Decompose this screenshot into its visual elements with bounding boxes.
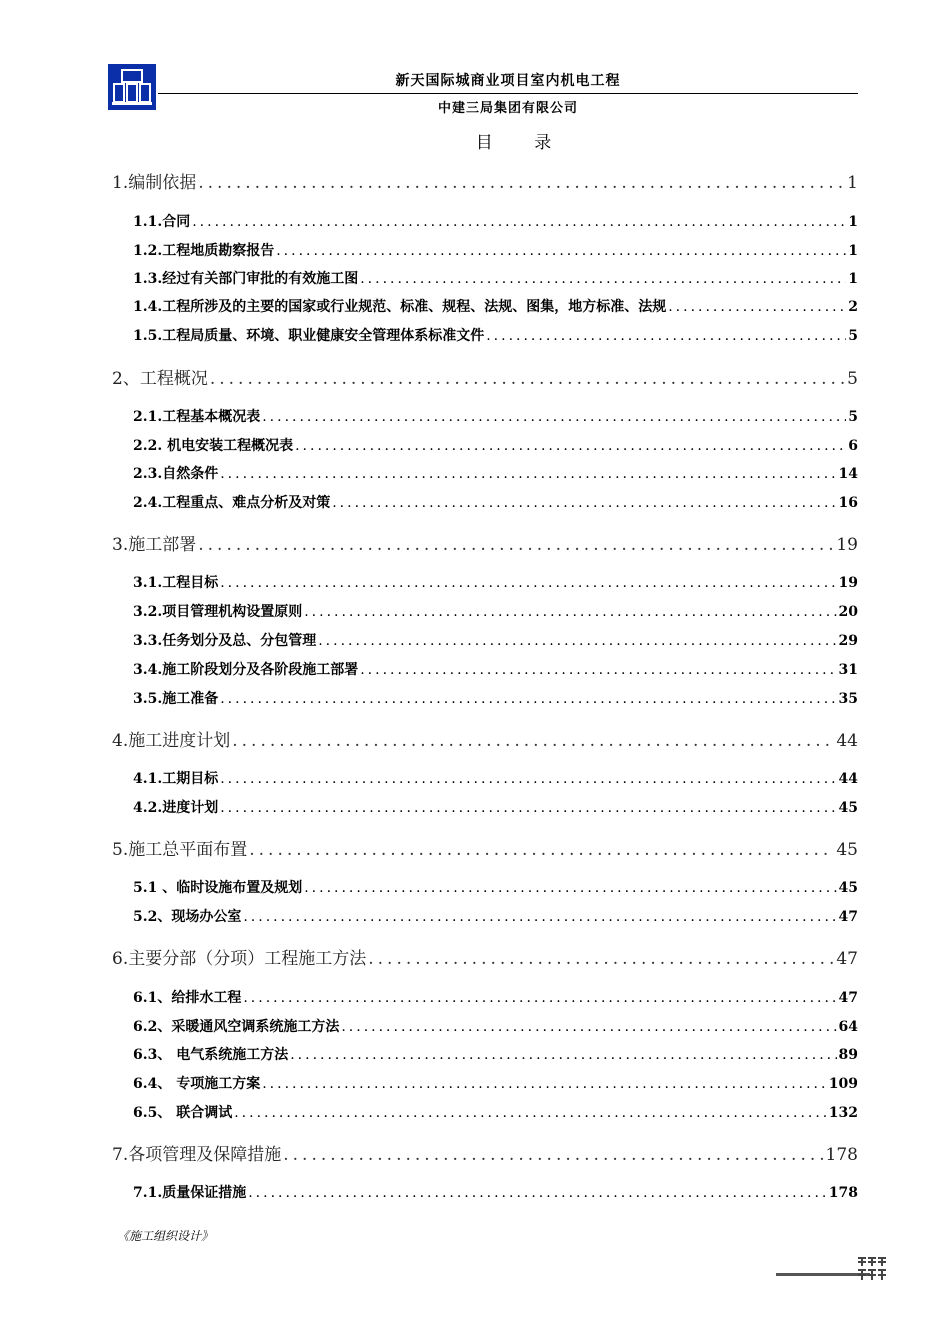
toc-entry-title: 3.2.项目管理机构设置原则	[133, 604, 303, 620]
toc-section-entry[interactable]	[133, 688, 858, 708]
toc-entry-title: 6.5、 联合调试	[133, 1105, 233, 1121]
toc-page-number: 1	[847, 173, 858, 193]
toc-section-entry[interactable]	[133, 296, 858, 316]
toc-dot-leader	[220, 771, 836, 787]
toc-page-number: 5	[848, 409, 858, 425]
toc-entry-title: 5.施工总平面布置	[112, 840, 248, 860]
toc-page-number: 47	[836, 949, 858, 969]
toc-page-number: 47	[838, 909, 858, 925]
toc-entry-title: 5.2、现场办公室	[133, 909, 242, 925]
toc-page-number: 5	[847, 369, 858, 389]
toc-section-entry[interactable]	[133, 659, 858, 679]
toc-section-entry[interactable]	[133, 572, 858, 592]
toc-page-number: 14	[838, 466, 858, 482]
toc-entry-title: 6.主要分部（分项）工程施工方法	[112, 949, 367, 969]
toc-entry-title: 6.3、 电气系统施工方法	[133, 1047, 289, 1063]
toc-dot-leader	[243, 990, 836, 1006]
toc-section-entry[interactable]	[133, 492, 858, 512]
toc-section-entry[interactable]	[133, 1016, 858, 1036]
toc-dot-leader	[248, 1185, 827, 1201]
toc-entry-title: 5.1 、临时设施布置及规划	[133, 880, 303, 896]
toc-entry-title: 2.3.自然条件	[133, 466, 219, 482]
toc-dot-leader	[220, 691, 836, 707]
toc-section-entry[interactable]	[133, 211, 858, 231]
toc-entry-title: 3.1.工程目标	[133, 575, 219, 591]
toc-page-number: 47	[838, 990, 858, 1006]
toc-dot-leader	[332, 495, 836, 511]
toc-entry-title: 1.1.合同	[133, 214, 191, 230]
header-rule	[158, 93, 858, 94]
toc-dot-leader	[232, 731, 834, 751]
toc-heading: 目 录	[475, 133, 570, 153]
toc-section-entry[interactable]	[133, 906, 858, 926]
toc-entry-title: 2、工程概况	[112, 369, 208, 389]
toc-section-entry[interactable]	[133, 797, 858, 817]
toc-section-entry[interactable]	[133, 1182, 858, 1202]
toc-entry-title: 2.4.工程重点、难点分析及对策	[133, 495, 331, 511]
toc-page-number: 1	[848, 214, 858, 230]
toc-page-number: 2	[848, 299, 858, 315]
toc-page-number: 178	[828, 1185, 858, 1201]
toc-entry-title: 1.5.工程局质量、环境、职业健康安全管理体系标准文件	[133, 328, 485, 344]
toc-page-number: 19	[838, 575, 858, 591]
toc-section-entry[interactable]	[133, 435, 858, 455]
toc-dot-leader	[262, 409, 846, 425]
toc-dot-leader	[283, 1145, 823, 1165]
toc-dot-leader	[304, 880, 836, 896]
toc-entry-title: 7.各项管理及保障措施	[112, 1145, 282, 1165]
toc-section-entry[interactable]	[133, 1044, 858, 1064]
toc-page-number: 109	[828, 1076, 858, 1092]
toc-entry-title: 3.3.任务划分及总、分包管理	[133, 633, 317, 649]
toc-dot-leader	[210, 369, 845, 389]
toc-chapter-entry[interactable]	[112, 835, 858, 860]
toc-entry-title: 3.施工部署	[112, 535, 197, 555]
toc-page-number: 6	[848, 438, 858, 454]
toc-dot-leader	[198, 173, 845, 193]
toc-dot-leader	[220, 575, 836, 591]
toc-entry-title: 1.2.工程地质勘察报告	[133, 243, 275, 259]
toc-dot-leader	[276, 243, 846, 259]
toc-page-number: 19	[836, 535, 858, 555]
toc-dot-leader	[249, 840, 834, 860]
toc-section-entry[interactable]	[133, 768, 858, 788]
company-name: 中建三局集团有限公司	[437, 101, 578, 116]
toc-section-entry[interactable]	[133, 406, 858, 426]
footer-stamp-icon	[856, 1252, 888, 1284]
toc-section-entry[interactable]	[133, 987, 858, 1007]
toc-section-entry[interactable]	[133, 268, 858, 288]
toc-dot-leader	[220, 466, 836, 482]
toc-section-entry[interactable]	[133, 463, 858, 483]
toc-dot-leader	[234, 1105, 827, 1121]
toc-page-number: 31	[838, 662, 858, 678]
toc-entry-title: 1.4.工程所涉及的主要的国家或行业规范、标准、规程、法规、图集，地方标准、法规	[133, 299, 667, 315]
toc-chapter-entry[interactable]	[112, 726, 858, 751]
toc-entry-title: 6.4、 专项施工方案	[133, 1076, 261, 1092]
toc-page-number: 178	[825, 1145, 858, 1165]
toc-page-number: 35	[838, 691, 858, 707]
toc-page-number: 132	[828, 1105, 858, 1121]
toc-dot-leader	[220, 800, 836, 816]
company-logo	[108, 64, 156, 110]
toc-page-number: 45	[836, 840, 858, 860]
toc-entry-title: 1.编制依据	[112, 173, 197, 193]
toc-page-number: 1	[848, 243, 858, 259]
toc-entry-title: 4.2.进度计划	[133, 800, 219, 816]
toc-entry-title: 3.5.施工准备	[133, 691, 219, 707]
toc-page-number: 16	[838, 495, 858, 511]
toc-section-entry[interactable]	[133, 1102, 858, 1122]
toc-entry-title: 3.4.施工阶段划分及各阶段施工部署	[133, 662, 359, 678]
toc-chapter-entry[interactable]	[112, 944, 858, 969]
toc-section-entry[interactable]	[133, 1073, 858, 1093]
toc-section-entry[interactable]	[133, 240, 858, 260]
toc-chapter-entry[interactable]	[112, 168, 858, 193]
toc-page-number: 64	[838, 1019, 858, 1035]
toc-page-number: 89	[838, 1047, 858, 1063]
footer-document-title: 《施工组织设计》	[117, 1229, 214, 1243]
toc-dot-leader	[360, 271, 846, 287]
toc-chapter-entry[interactable]	[112, 364, 858, 389]
toc-dot-leader	[304, 604, 836, 620]
toc-dot-leader	[198, 535, 834, 555]
toc-entry-title: 6.1、给排水工程	[133, 990, 242, 1006]
toc-chapter-entry[interactable]	[112, 1140, 858, 1165]
toc-page-number: 45	[838, 880, 858, 896]
toc-entry-title: 4.施工进度计划	[112, 731, 231, 751]
toc-section-entry[interactable]	[133, 325, 858, 345]
toc-dot-leader	[318, 633, 836, 649]
toc-chapter-entry[interactable]	[112, 530, 858, 555]
project-title: 新天国际城商业项目室内机电工程	[395, 73, 621, 89]
toc-dot-leader	[668, 299, 846, 315]
cscec-logo-icon	[108, 64, 156, 110]
toc-page-number: 44	[838, 771, 858, 787]
toc-page-number: 1	[848, 271, 858, 287]
toc-section-entry[interactable]	[133, 877, 858, 897]
toc-dot-leader	[341, 1019, 836, 1035]
toc-entry-title: 6.2、采暖通风空调系统施工方法	[133, 1019, 340, 1035]
toc-dot-leader	[368, 949, 834, 969]
toc-section-entry[interactable]	[133, 601, 858, 621]
toc-entry-title: 2.1.工程基本概况表	[133, 409, 261, 425]
toc-page-number: 5	[848, 328, 858, 344]
toc-page-number: 20	[838, 604, 858, 620]
toc-dot-leader	[360, 662, 836, 678]
toc-dot-leader	[486, 328, 846, 344]
toc-page-number: 44	[836, 731, 858, 751]
toc-dot-leader	[290, 1047, 836, 1063]
toc-section-entry[interactable]	[133, 630, 858, 650]
toc-dot-leader	[192, 214, 846, 230]
toc-entry-title: 4.1.工期目标	[133, 771, 219, 787]
toc-page-number: 29	[838, 633, 858, 649]
toc-dot-leader	[295, 438, 846, 454]
toc-entry-title: 7.1.质量保证措施	[133, 1185, 247, 1201]
toc-entry-title: 2.2. 机电安装工程概况表	[133, 438, 294, 454]
toc-entry-title: 1.3.经过有关部门审批的有效施工图	[133, 271, 359, 287]
toc-dot-leader	[262, 1076, 827, 1092]
toc-dot-leader	[243, 909, 836, 925]
toc-page-number: 45	[838, 800, 858, 816]
